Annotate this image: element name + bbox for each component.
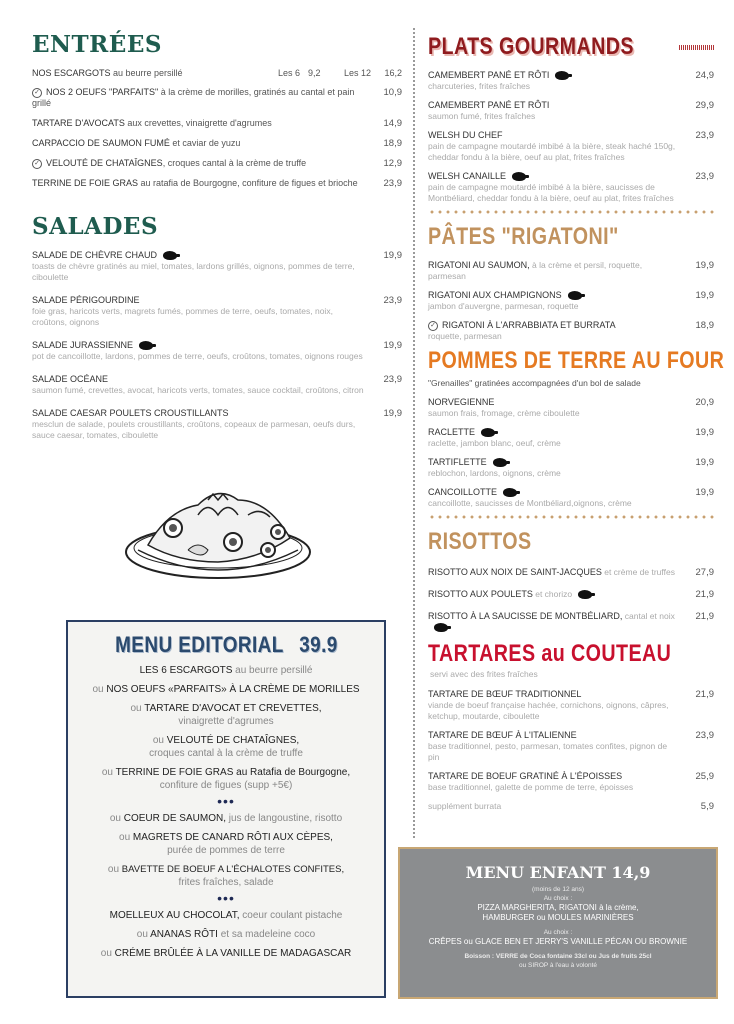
- menu-item: [428, 260, 714, 282]
- pork-icon: [568, 291, 582, 300]
- option-desc: frites fraîches, salade: [178, 877, 274, 888]
- menu-item: [32, 408, 402, 441]
- item-price: 18,9: [383, 138, 402, 149]
- menu-option: [68, 812, 384, 825]
- menu-enfant-box: [398, 847, 718, 999]
- menu-editorial-box: [66, 620, 386, 998]
- item-desc: reblochon, lardons, oignons, crème: [428, 468, 561, 478]
- section-title-salades: SALADES: [32, 213, 159, 240]
- option-name: MAGRETS DE CANARD RÔTI AUX CÈPES,: [132, 832, 333, 843]
- option-name: LES 6 ESCARGOTS: [139, 665, 233, 676]
- option-name: COEUR DE SAUMON,: [123, 813, 226, 824]
- option-name: MOELLEUX AU CHOCOLAT,: [109, 910, 240, 921]
- pork-icon: [163, 251, 177, 260]
- section-title-plats: PLATS GOURMANDS: [428, 33, 634, 60]
- drink-line: Boisson : VERRE de Coca fontaine 33cl ou Jus de fruits 25cl: [464, 953, 652, 960]
- pork-icon: [434, 623, 448, 632]
- item-name: NOS ESCARGOTS: [32, 68, 111, 78]
- item-desc: charcuteries, frites fraîches: [428, 81, 531, 91]
- menu-item: [428, 457, 714, 479]
- item-price: 23,9: [383, 295, 402, 306]
- or-label: ou: [100, 948, 115, 959]
- menu-option: [68, 734, 384, 760]
- item-name: RISOTTO AUX NOIX DE SAINT-JACQUES: [428, 567, 602, 577]
- menu-item: [428, 397, 714, 419]
- section-title-pates: PÂTES "RIGATONI": [428, 223, 619, 250]
- item-name: WELSH DU CHEF: [428, 130, 503, 140]
- vegetarian-icon: ✓: [428, 321, 438, 331]
- item-desc: viande de boeuf française hachée, cornichons, oignons, câpres, ketchup, moutarde, ciboulette: [428, 700, 669, 721]
- decorative-hatch: [679, 45, 714, 50]
- item-price: 23,9: [695, 130, 714, 141]
- option-name: CRÉME BRÛLÉE À LA VANILLE DE MADAGASCAR: [114, 948, 352, 959]
- price-12: 16,2: [384, 68, 402, 78]
- item-desc: pot de cancoillotte, lardons, pommes de terre, oeufs, croûtons, tomates, oignons rouges: [32, 351, 363, 361]
- section-title-risottos: RISOTTOS: [428, 528, 532, 555]
- item-price: 5,9: [700, 801, 714, 812]
- menu-option: [68, 928, 384, 941]
- item-name: CAMEMBERT PANÉ ET RÔTI: [428, 100, 550, 110]
- option-name: TARTARE D'AVOCAT ET CREVETTES,: [144, 703, 322, 714]
- item-price: 25,9: [695, 771, 714, 782]
- or-label: ou: [101, 767, 116, 778]
- menu-option: [68, 909, 384, 922]
- desserts-line: CRÊPES ou GLACE BEN ET JERRY'S VANILLE PÉCAN OU BROWNIE: [428, 937, 688, 946]
- menu-enfant-title: MENU ENFANT 14,9: [465, 863, 651, 882]
- item-price: 10,9: [383, 87, 402, 98]
- item-price: 19,9: [695, 487, 714, 498]
- option-desc: croques cantal à la crème de truffe: [149, 748, 303, 759]
- menu-option: [68, 664, 384, 677]
- item-price: 19,9: [383, 408, 402, 419]
- item-name: RIGATONI À L'ARRABBIATA ET BURRATA: [442, 320, 616, 330]
- menu-item: [32, 118, 402, 129]
- menu-item: [428, 130, 714, 163]
- item-price: 23,9: [695, 730, 714, 741]
- menu-item-escargots: [32, 68, 402, 79]
- item-name: NORVEGIENNE: [428, 397, 495, 407]
- item-name: RACLETTE: [428, 427, 476, 437]
- option-name: NOS OEUFS «PARFAITS» À LA CRÈME DE MORILLES: [106, 684, 360, 695]
- pork-icon: [555, 71, 569, 80]
- item-price: 23,9: [695, 171, 714, 182]
- item-price: 19,9: [695, 290, 714, 301]
- item-desc: roquette, parmesan: [428, 331, 502, 341]
- quantity-12: Les 12: [344, 68, 372, 78]
- quantity-6: Les 6: [278, 68, 301, 78]
- item-desc: parmesan: [428, 271, 466, 281]
- right-column: [428, 30, 725, 820]
- item-desc: , croques cantal à la crème de truffe: [162, 158, 307, 168]
- dotted-separator: [428, 210, 714, 214]
- mains-line: PIZZA MARGHERITA, RIGATONI à la crème,: [477, 903, 639, 912]
- item-desc: et caviar de yuzu: [169, 138, 241, 148]
- salad-bowl-illustration: [118, 470, 318, 590]
- item-name: RIGATONI AU SAUMON,: [428, 260, 530, 270]
- menu-item: [32, 178, 402, 189]
- item-name: CAMEMBERT PANÉ ET RÔTI: [428, 70, 550, 80]
- vegetarian-icon: ✓: [32, 88, 42, 98]
- option-name: BAVETTE DE BOEUF A L'ÉCHALOTES CONFITES,: [121, 864, 345, 875]
- item-price: 23,9: [383, 178, 402, 189]
- menu-item: [428, 771, 714, 793]
- menu-option: [68, 702, 384, 728]
- section-title-entrees: ENTRÉES: [32, 31, 162, 58]
- menu-item: [32, 138, 402, 149]
- section-header-pommes: [428, 344, 725, 378]
- menu-option: [68, 831, 384, 857]
- item-name: RISOTTO AUX POULETS: [428, 589, 533, 599]
- item-desc: base traditionnel, galette de pomme de terre, époisses: [428, 782, 634, 792]
- item-desc: cantal et noix: [622, 611, 675, 621]
- or-label: ou: [130, 703, 145, 714]
- or-label: ou: [107, 864, 122, 875]
- item-name: SALADE DE CHÈVRE CHAUD: [32, 250, 158, 260]
- item-price: 29,9: [695, 100, 714, 111]
- menu-item: [428, 320, 714, 342]
- item-price: 21,9: [695, 611, 714, 622]
- item-name: SALADE JURASSIENNE: [32, 340, 134, 350]
- or-label: ou: [119, 832, 133, 843]
- option-desc: et sa madeleine coco: [217, 929, 316, 940]
- pork-icon: [493, 458, 507, 467]
- menu-item: [32, 87, 402, 109]
- menu-option: [68, 766, 384, 792]
- item-price: 20,9: [695, 397, 714, 408]
- item-name: TARTARE DE BOEUF GRATINÉ À L'ÉPOISSES: [428, 771, 623, 781]
- option-desc: purée de pommes de terre: [167, 845, 285, 856]
- item-desc: raclette, jambon blanc, oeuf, crème: [428, 438, 561, 448]
- item-price: 19,9: [695, 457, 714, 468]
- option-name: ANANAS RÔTI: [150, 929, 218, 940]
- option-desc: vinaigrette d'agrumes: [178, 716, 274, 727]
- section-header-plats: [428, 30, 714, 64]
- pork-icon: [139, 341, 153, 350]
- item-name: TARTARE DE BŒUF À L'ITALIENNE: [428, 730, 577, 740]
- item-desc: pain de campagne moutardé imbibé à la bière, steak haché 150g, cheddar fondu à la bière, oeuf au plat, frites fraîches: [428, 141, 676, 162]
- separator-dots: •••: [217, 890, 235, 906]
- separator-dots: •••: [217, 793, 235, 809]
- item-desc: saumon fumé, frites fraîches: [428, 111, 536, 121]
- menu-item: [428, 730, 714, 763]
- item-price: 21,9: [695, 689, 714, 700]
- or-label: ou: [136, 929, 151, 940]
- item-desc: jambon d'auvergne, parmesan, roquette: [428, 301, 579, 311]
- item-desc: foie gras, haricots verts, magrets fumés, pommes de terre, oeufs, tomates, noix, croûtons, oignons: [32, 306, 333, 327]
- menu-item: [428, 290, 714, 312]
- menu-item: [428, 70, 714, 92]
- menu-item: [428, 171, 714, 204]
- item-name: TARTARE DE BŒUF TRADITIONNEL: [428, 689, 582, 699]
- item-name: SALADE PÉRIGOURDINE: [32, 295, 140, 305]
- option-desc: au Ratafia de Bourgogne,: [233, 767, 351, 778]
- item-price: 24,9: [695, 70, 714, 81]
- item-name: SALADE CAESAR POULETS CROUSTILLANTS: [32, 408, 229, 418]
- item-desc: à la crème et persil, roquette,: [529, 260, 643, 270]
- age-note: (moins de 12 ans): [531, 886, 585, 893]
- option-desc: coeur coulant pistache: [239, 910, 343, 921]
- menu-option: [68, 863, 384, 889]
- item-name: WELSH CANAILLE: [428, 171, 507, 181]
- menu-item: [428, 567, 714, 578]
- menu-editorial-title: [115, 632, 338, 658]
- item-name: CARPACCIO DE SAUMON FUMÉ: [32, 138, 170, 148]
- option-name: VELOUTÉ DE CHATAÎGNES,: [166, 735, 300, 746]
- menu-item: [428, 427, 714, 449]
- item-desc: saumon fumé, crevettes, avocat, haricots verts, tomates, sauce cocktail, croûtons, citron: [32, 385, 364, 395]
- item-name: TERRINE DE FOIE GRAS: [32, 178, 139, 188]
- menu-item: [32, 250, 402, 283]
- item-desc: au beurre persillé: [110, 68, 183, 78]
- item-desc: au ratafia de Bourgogne, confiture de figues et brioche: [138, 178, 358, 188]
- item-price: 27,9: [695, 567, 714, 578]
- item-name: RIGATONI AUX CHAMPIGNONS: [428, 290, 562, 300]
- option-name: TERRINE DE FOIE GRAS: [115, 767, 234, 778]
- menu-item: [32, 340, 402, 362]
- drink-line: ou SIROP à l'eau à volonté: [518, 962, 598, 969]
- menu-item: [428, 689, 714, 722]
- menu-option: [68, 683, 384, 696]
- section-header-pates: [428, 220, 714, 254]
- item-name: RISOTTO À LA SAUCISSE DE MONTBÉLIARD,: [428, 611, 623, 621]
- item-name: TARTARE D'AVOCATS: [32, 118, 125, 128]
- item-price: 12,9: [383, 158, 402, 169]
- item-price: 14,9: [383, 118, 402, 129]
- option-desc: confiture de figues (supp +5€): [159, 780, 293, 791]
- item-name: SALADE OCÉANE: [32, 374, 109, 384]
- left-column: [32, 30, 402, 450]
- item-desc: et crème de truffes: [601, 567, 675, 577]
- item-name: NOS 2 OEUFS "PARFAITS": [46, 87, 159, 97]
- menu-editorial-price: 39.9: [298, 632, 338, 657]
- menu-item: [428, 589, 714, 600]
- supplement-item: [428, 801, 714, 812]
- item-price: 19,9: [695, 427, 714, 438]
- item-price: 19,9: [383, 340, 402, 351]
- item-desc: saumon frais, fromage, crème ciboulette: [428, 408, 580, 418]
- or-label: ou: [109, 813, 124, 824]
- mains-line: HAMBURGER ou MOULES MARINIÈRES: [482, 913, 634, 922]
- pork-icon: [512, 172, 526, 181]
- column-divider: [413, 28, 415, 838]
- section-header-tartares: [428, 637, 714, 671]
- vegetarian-icon: ✓: [32, 159, 42, 169]
- section-header-risottos: [428, 525, 714, 559]
- item-desc: pain de campagne moutardé imbibé à la bière, saucisses de Montbéliard, cheddar fondu à la bière, oeuf au plat, frites fraîches: [428, 182, 674, 203]
- option-desc: jus de langoustine, risotto: [225, 813, 343, 824]
- menu-item: [428, 100, 714, 122]
- menu-item: [32, 374, 402, 396]
- section-subtitle: "Grenailles" gratinées accompagnées d'un bol de salade: [428, 378, 641, 388]
- title-text: MENU EDITORIAL: [114, 632, 284, 657]
- item-desc: cancoillotte, saucisses de Montbéliard,oignons, crème: [428, 498, 632, 508]
- item-desc: et chorizo: [532, 589, 573, 599]
- item-desc: toasts de chèvre gratinés au miel, tomates, lardons grillés, oignons, pommes de terre, ciboulette: [32, 261, 355, 282]
- menu-option: [68, 947, 384, 960]
- item-name: supplément burrata: [428, 801, 502, 811]
- section-title-tartares: TARTARES au COUTEAU: [428, 640, 672, 667]
- or-label: ou: [152, 735, 167, 746]
- item-price: 19,9: [695, 260, 714, 271]
- pork-icon: [503, 488, 517, 497]
- item-desc: base traditionnel, pesto, parmesan, tomates confites, pignon de pin: [428, 741, 668, 762]
- menu-item: [428, 611, 714, 633]
- item-price: 19,9: [383, 250, 402, 261]
- choice-label: Au choix :: [543, 929, 573, 936]
- or-label: ou: [92, 684, 107, 695]
- item-desc: à la crème de morilles, gratinés au cantal et pain grillé: [32, 87, 355, 108]
- choice-label: Au choix :: [543, 895, 573, 902]
- item-price: 23,9: [383, 374, 402, 385]
- item-price: 21,9: [695, 589, 714, 600]
- option-desc: au beurre persillé: [232, 665, 313, 676]
- dotted-separator: [428, 515, 714, 519]
- section-title-pommes: POMMES DE TERRE AU FOUR: [428, 347, 725, 374]
- menu-item: [428, 487, 714, 509]
- price-6: 9,2: [308, 68, 321, 78]
- menu-item: [32, 158, 402, 169]
- pork-icon: [578, 590, 592, 599]
- menu-item: [32, 295, 402, 328]
- section-subtitle: servi avec des frites fraîches: [430, 669, 538, 679]
- item-price: 18,9: [695, 320, 714, 331]
- pork-icon: [481, 428, 495, 437]
- item-name: CANCOILLOTTE: [428, 487, 498, 497]
- item-name: TARTIFLETTE: [428, 457, 487, 467]
- item-desc: mesclun de salade, poulets croustillants, croûtons, copeaux de parmesan, oeufs durs, sauce caesar, tomates, ciboulette: [32, 419, 356, 440]
- item-name: VELOUTÉ DE CHATAÎGNES: [46, 158, 163, 168]
- item-desc: aux crevettes, vinaigrette d'agrumes: [124, 118, 272, 128]
